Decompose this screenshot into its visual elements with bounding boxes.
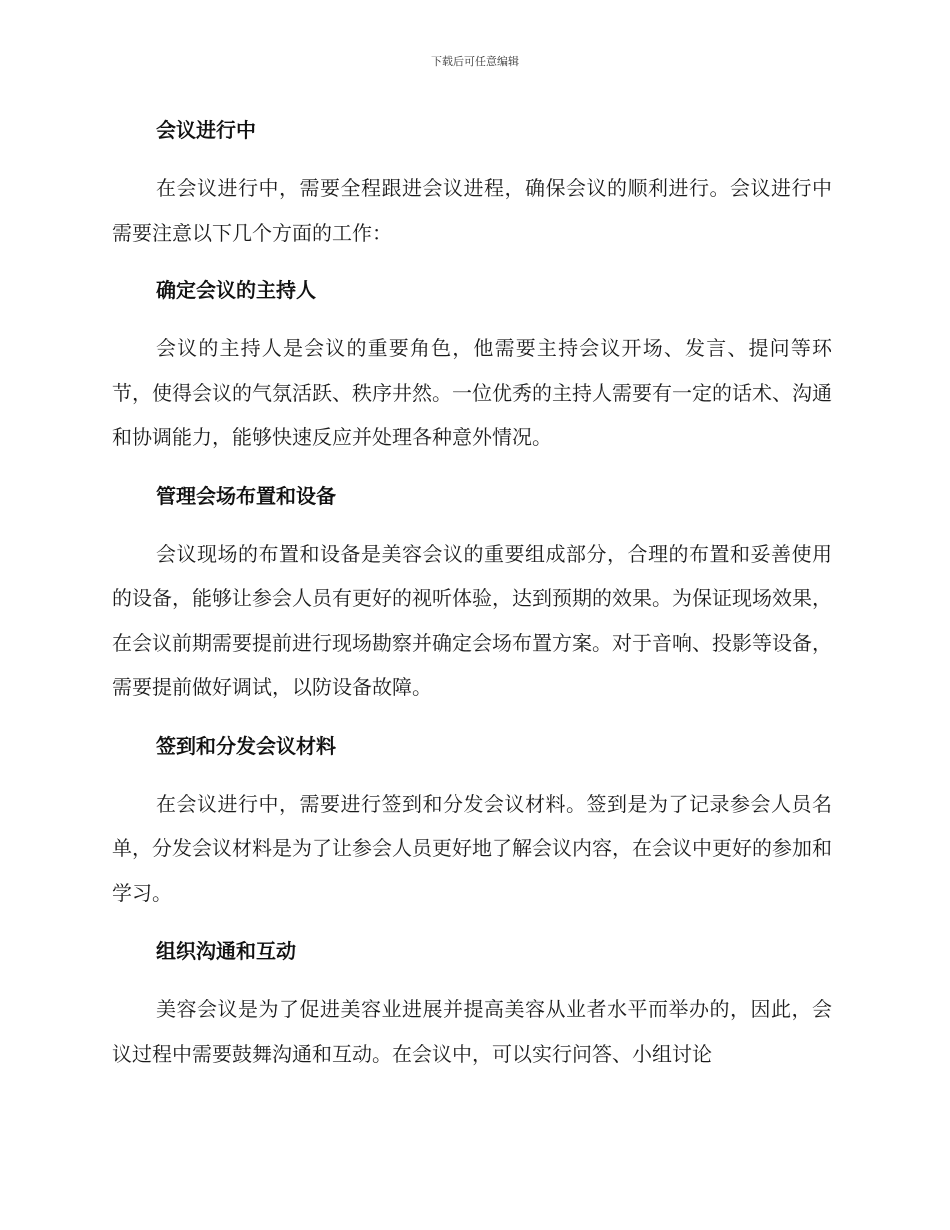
section-heading-venue-equipment: 管理会场布置和设备 <box>156 483 336 508</box>
section-paragraph-communication: 美容会议是为了促进美容业进展并提高美容从业者水平而举办的，因此，会议过程中需要鼓舞沟通和互动。在会议中，可以实行问答、小组讨论 <box>112 997 832 1066</box>
header-note: 下载后可任意编辑 <box>431 55 519 68</box>
section-heading-communication: 组织沟通和互动 <box>156 939 296 963</box>
section-paragraph-meeting-in-progress: 在会议进行中，需要全程跟进会议进程，确保会议的顺利进行。会议进行中需要注意以下几个方面的工作： <box>112 176 832 245</box>
document-body <box>112 108 832 1076</box>
section-paragraph-signin-materials: 在会议进行中，需要进行签到和分发会议材料。签到是为了记录参会人员名单，分发会议材料是为了让参会人员更好地了解会议内容，在会议中更好的参加和学习。 <box>112 791 832 905</box>
section-paragraph-host: 会议的主持人是会议的重要角色，他需要主持会议开场、发言、提问等环节，使得会议的气氛活跃、秩序井然。一位优秀的主持人需要有一定的话术、沟通和协调能力，能够快速反应并处理各种意外情况。 <box>112 336 832 449</box>
section-paragraph-venue-equipment: 会议现场的布置和设备是美容会议的重要组成部分，合理的布置和妥善使用的设备，能够让参会人员有更好的视听体验，达到预期的效果。为保证现场效果，在会议前期需要提前进行现场勘察并确定会场布置方案。对于音响、投影等设备，需要提前做好调试，以防设备故障。 <box>112 541 832 699</box>
section-heading-signin-materials: 签到和分发会议材料 <box>156 733 336 758</box>
section-heading-meeting-in-progress: 会议进行中 <box>156 118 256 142</box>
section-heading-host: 确定会议的主持人 <box>156 278 316 302</box>
